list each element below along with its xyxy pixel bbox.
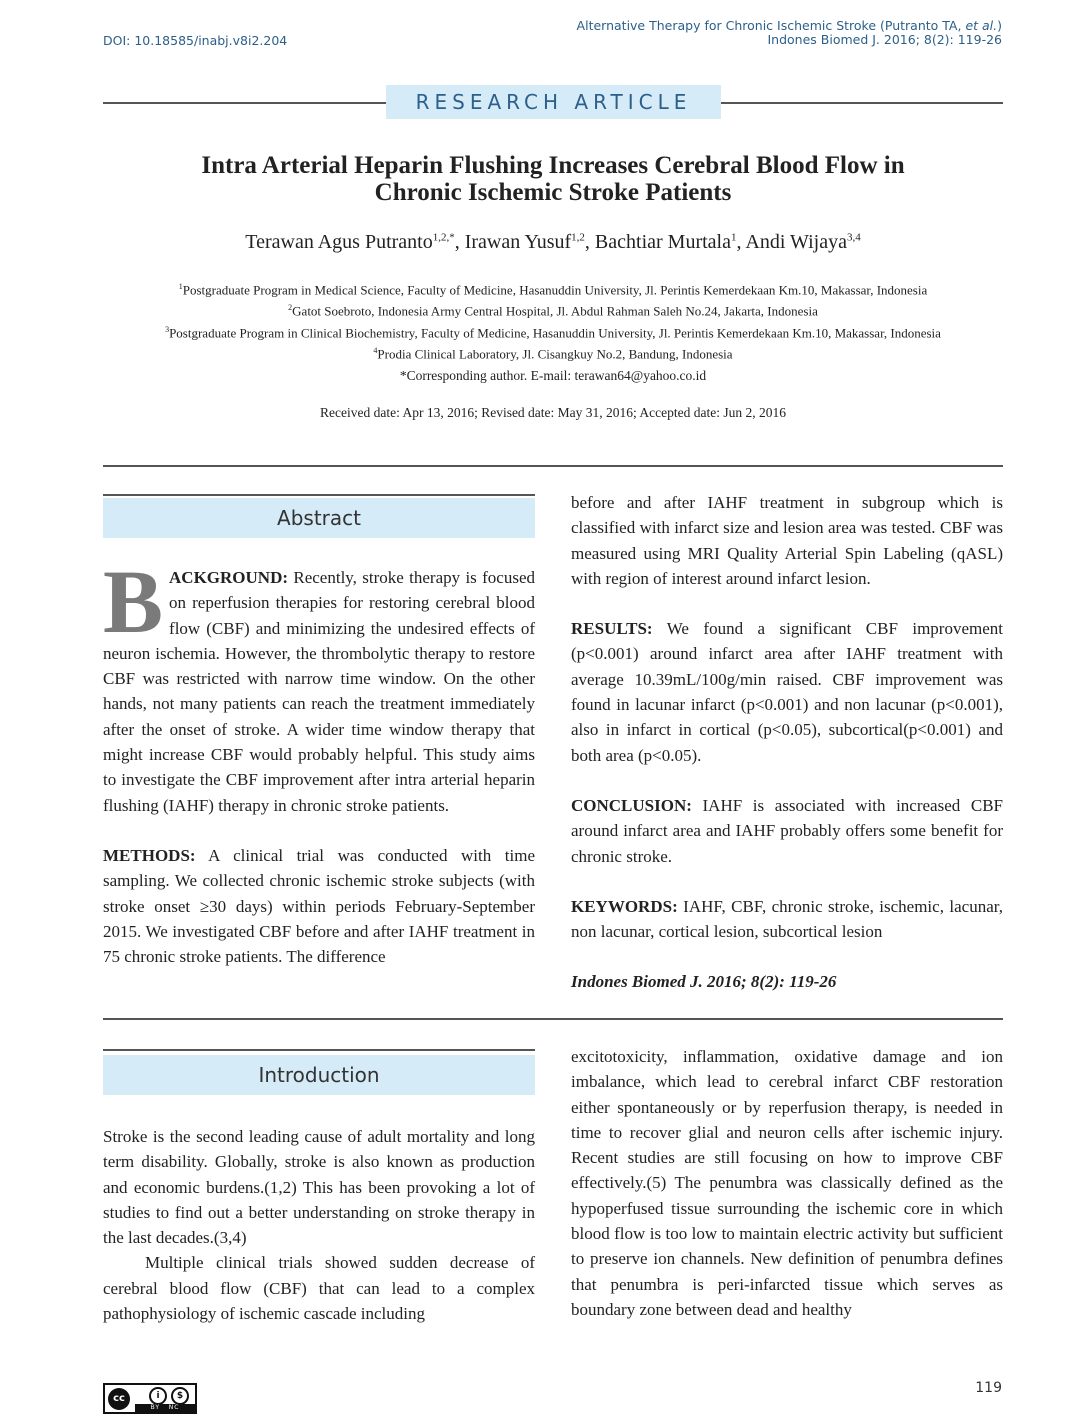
intro-paragraph-3: excitotoxicity, inflammation, oxidative damage and ion imbalance, which lead to cerebral infarct CBF restoration either spontaneously or by reperfusion therapy, is needed in time to recover glial and neuron cells after ischemic injury. Recent studies are still focusing on how to improve CBF effectively.(5) The penumbra was classically defined as the hypoperfused tissue surrounding the ischemic core in which blood flow is too low to maintain electric activity but sufficient to preserve ion channels. New definition of penumbra defines that penumbra is peri-infarcted tissue which serves as boundary zone between dead and healthy: [571, 1047, 1003, 1319]
affiliation-line: $^3$Postgraduate Program in Clinical Biochemistry, Faculty of Medicine, Hasanuddin University, Jl. Perintis Kemerdekaan Km.10, Makassar, Indonesia: [165, 324, 941, 340]
person-icon: i: [149, 1387, 167, 1405]
author-name: Andi Wijaya: [745, 231, 847, 253]
abstract-conclusion: CONCLUSION: IAHF is associated with increased CBF around infarct area and IAHF probably offers some benefit for chronic stroke.: [571, 795, 1003, 866]
abstract-top-rule: [103, 494, 535, 496]
abstract-background: BACKGROUND: Recently, stroke therapy is focused on reperfusion therapies for restoring cerebral blood flow (CBF) and minimizing the undesired effects of neuron ischemia. However, the thrombolytic therapy to restore CBF was restricted with narrow time window. On the other hands, not many patients can reach the treatment immediately after the onset of stroke. A wider time window therapy that might increase CBF would probably helpful. This study aims to investigate the CBF improvement after intra arterial heparin flushing (IAHF) therapy in chronic stroke patients.: [103, 553, 535, 815]
header-citation: Indones Biomed J. 2016; 8(2): 119-26: [767, 32, 1002, 47]
author-name: Terawan Agus Putranto: [245, 231, 433, 253]
cc-license-badge[interactable]: [103, 1383, 197, 1414]
noncommercial-icon: $: [171, 1387, 189, 1405]
page-number: 119: [975, 1380, 1002, 1396]
cc-icon: cc: [108, 1388, 130, 1410]
divider: [103, 465, 1003, 467]
abstract-left-column: [103, 553, 535, 969]
affiliation-line: $^1$Postgraduate Program in Medical Science, Faculty of Medicine, Hasanuddin University, Jl. Perintis Kemerdekaan Km.10, Makassar, Indonesia: [178, 282, 928, 298]
divider: [103, 1018, 1003, 1020]
author-affiliation-marker: 3,4: [846, 231, 861, 244]
dropcap: B: [103, 553, 164, 652]
corresponding-author: *Corresponding author. E-mail: terawan64@yahoo.co.id: [399, 368, 707, 383]
introduction-left-column: [103, 1124, 535, 1326]
running-header: Alternative Therapy for Chronic Ischemic Stroke (Putranto TA, et al.) Indones Biomed J. 2016; 8(2): 119-26: [576, 18, 1002, 47]
article-type-badge: RESEARCH ARTICLE: [386, 85, 721, 119]
abstract-results: RESULTS: We found a significant CBF improvement (p<0.001) around infarct area after IAHF treatment with average 10.39mL/100g/min raised. CBF improvement was found in lacunar infarct (p<0.001) and non lacunar (p<0.001), also in infarct in cortical (p<0.05), subcortical(p<0.001) and both area (p<0.05).: [571, 619, 1003, 765]
affiliations: [103, 278, 1003, 363]
introduction-right-column: [571, 1044, 1003, 1322]
abstract-keywords: KEYWORDS: IAHF, CBF, chronic stroke, ischemic, lacunar, non lacunar, cortical lesion, subcortical lesion: [571, 896, 1003, 942]
introduction-top-rule: [103, 1049, 535, 1051]
author-list: Terawan Agus Putranto$^{1,2,*}$, Irawan Yusuf$^{1,2}$, Bachtiar Murtala$^1$, Andi Wijaya$^{3,4}$: [245, 231, 861, 253]
abstract-methods-cont: before and after IAHF treatment in subgroup which is classified with infarct size and lesion area was tested. CBF was measured using MRI Quality Arterial Spin Labeling (qASL) with region of interest around infarct lesion.: [571, 493, 1003, 588]
abstract-heading: Abstract: [103, 498, 535, 538]
doi: DOI: 10.18585/inabj.v8i2.204: [103, 33, 288, 48]
abstract-right-column: [571, 490, 1003, 995]
author-name: Bachtiar Murtala: [594, 231, 731, 253]
intro-paragraph-1: Stroke is the second leading cause of adult mortality and long term disability. Globally, stroke is also known as production and economic burdens.(1,2) This has been provoking a lot of studies to find out a better understanding on stroke therapy in the last decades.(3,4): [103, 1127, 535, 1248]
author-name: Irawan Yusuf: [464, 231, 572, 253]
affiliation-line: $^4$Prodia Clinical Laboratory, Jl. Cisangkuy No.2, Bandung, Indonesia: [373, 345, 733, 362]
abstract-methods: METHODS: A clinical trial was conducted with time sampling. We collected chronic ischemic stroke subjects (with stroke onset ≥30 days) within periods February-September 2015. We investigated CBF before and after IAHF treatment in 75 chronic stroke patients. The difference: [103, 845, 535, 967]
submission-dates: Received date: Apr 13, 2016; Revised date: May 31, 2016; Accepted date: Jun 2, 2016: [319, 405, 787, 420]
license-labels: BY NC: [135, 1404, 195, 1412]
author-affiliation-marker: 1,2: [571, 231, 585, 244]
intro-paragraph-2: Multiple clinical trials showed sudden decrease of cerebral blood flow (CBF) that can lead to a complex pathophysiology of ischemic cascade including: [103, 1253, 535, 1324]
affiliation-line: $^2$Gatot Soebroto, Indonesia Army Central Hospital, Jl. Abdul Rahman Saleh No.24, Jakarta, Indonesia: [288, 303, 818, 319]
introduction-heading: Introduction: [103, 1055, 535, 1095]
author-affiliation-marker: 1: [730, 231, 737, 244]
article-title: Intra Arterial Heparin Flushing Increases Cerebral Blood Flow in Chronic Ischemic Stroke Patients: [201, 152, 905, 206]
abstract-citation: Indones Biomed J. 2016; 8(2): 119-26: [571, 972, 837, 992]
author-affiliation-marker: 1,2,*: [432, 231, 455, 244]
